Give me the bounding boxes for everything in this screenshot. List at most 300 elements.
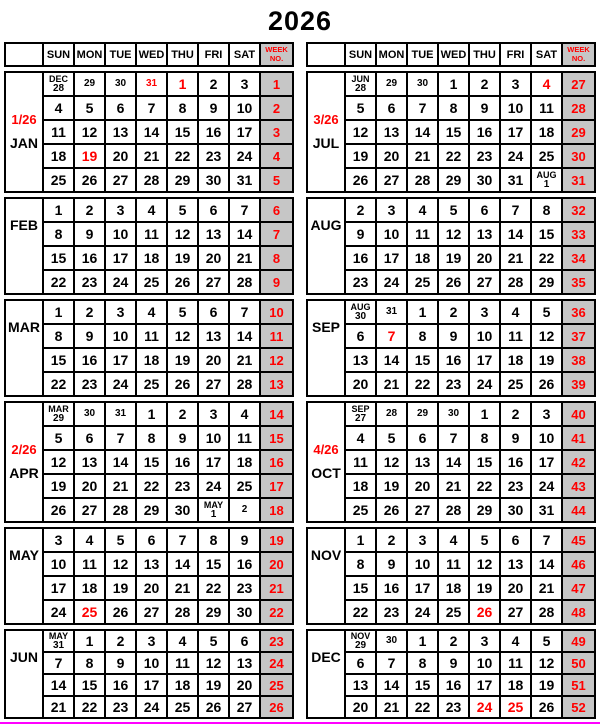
day-number: 6	[356, 654, 365, 671]
day-cell	[469, 498, 500, 522]
week-number-cell: 31	[562, 168, 595, 192]
day-number: 1	[356, 531, 365, 548]
day-cell	[407, 600, 438, 624]
day-cell	[376, 120, 407, 144]
day-number: 20	[476, 249, 493, 266]
day-number: 17	[143, 676, 160, 693]
day-cell	[469, 324, 500, 348]
day-cell	[167, 696, 198, 718]
day-number: 21	[538, 579, 555, 596]
day-number: 29	[205, 603, 222, 620]
day-cell	[438, 498, 469, 522]
day-number: 15	[538, 225, 555, 242]
day-cell	[105, 120, 136, 144]
day-cell	[407, 674, 438, 696]
day-number: 16	[81, 249, 98, 266]
day-number: 5	[449, 201, 458, 218]
day-cell	[407, 652, 438, 674]
day-cell	[198, 474, 229, 498]
day-cell	[167, 450, 198, 474]
day-cell	[229, 198, 260, 222]
day-cell	[438, 198, 469, 222]
day-cell	[376, 450, 407, 474]
day-number: 20	[352, 375, 369, 392]
day-number: 1	[54, 201, 63, 218]
day-cell	[376, 270, 407, 294]
day-number: 18	[81, 579, 98, 596]
day-number: 12	[476, 555, 493, 572]
day-number: 12	[538, 327, 555, 344]
day-number: 13	[205, 327, 222, 344]
day-number: 1	[480, 405, 489, 422]
week-number-cell: 20	[260, 552, 293, 576]
day-cell	[229, 300, 260, 324]
day-number: 11	[415, 225, 430, 242]
day-number: 13	[507, 555, 524, 572]
weekday-header-cell: WED	[438, 43, 469, 66]
day-cell	[438, 222, 469, 246]
day-cell	[438, 96, 469, 120]
day-number: 10	[538, 429, 555, 446]
day-cell	[105, 168, 136, 192]
day-number: 28	[236, 375, 253, 392]
day-cell	[105, 498, 136, 522]
day-number: 25	[50, 171, 67, 188]
day-number: 29	[52, 412, 65, 424]
day-number: 5	[542, 303, 551, 320]
day-number: 23	[476, 147, 493, 164]
month-block-jul	[306, 71, 596, 193]
day-number: 6	[85, 429, 94, 446]
day-number: 23	[205, 147, 222, 164]
adjacent-month-label: AUG	[350, 301, 371, 312]
month-name: APR	[9, 465, 39, 481]
day-cell	[376, 426, 407, 450]
day-number: 11	[175, 654, 190, 671]
day-cell	[167, 270, 198, 294]
day-cell	[531, 144, 562, 168]
day-cell	[531, 630, 562, 652]
day-number: 22	[205, 579, 222, 596]
week-number-cell: 17	[260, 474, 293, 498]
day-cell	[345, 402, 376, 426]
day-cell	[500, 72, 531, 96]
day-cell	[531, 696, 562, 718]
week-number-cell: 36	[562, 300, 595, 324]
day-cell	[167, 168, 198, 192]
day-number: 19	[352, 147, 369, 164]
day-number: 31	[507, 171, 524, 188]
day-cell	[167, 72, 198, 96]
day-cell	[198, 576, 229, 600]
day-number: 1	[543, 178, 550, 190]
day-number: 16	[174, 453, 191, 470]
day-number: 4	[54, 99, 63, 116]
day-number: 13	[112, 123, 129, 140]
day-number: 18	[143, 351, 160, 368]
month-label-cell	[307, 528, 345, 624]
day-number: 10	[414, 555, 431, 572]
day-cell	[167, 348, 198, 372]
week-number-cell: 16	[260, 450, 293, 474]
day-number: 3	[418, 531, 427, 548]
month-label-cell	[307, 402, 345, 522]
day-number: 1	[210, 508, 217, 520]
day-cell	[167, 120, 198, 144]
day-number: 3	[147, 632, 156, 649]
month-block-aug	[306, 197, 596, 295]
day-number: 17	[112, 249, 129, 266]
day-number: 7	[418, 99, 427, 116]
day-number: 22	[414, 375, 431, 392]
day-number: 26	[538, 375, 555, 392]
day-cell	[407, 246, 438, 270]
day-number: 8	[85, 654, 94, 671]
day-number: 12	[81, 123, 98, 140]
day-number: 3	[480, 632, 489, 649]
day-cell	[345, 348, 376, 372]
month-block-oct	[306, 401, 596, 523]
day-number: 13	[383, 123, 400, 140]
day-number: 24	[476, 375, 493, 392]
day-number: 5	[178, 201, 187, 218]
week-number-cell: 8	[260, 246, 293, 270]
day-cell	[198, 120, 229, 144]
day-cell	[74, 402, 105, 426]
month-block-jan	[4, 71, 294, 193]
day-cell	[198, 300, 229, 324]
day-cell	[229, 222, 260, 246]
week-number-cell: 10	[260, 300, 293, 324]
day-cell	[438, 528, 469, 552]
day-number: 20	[507, 579, 524, 596]
week-number-cell: 1	[260, 72, 293, 96]
day-cell	[469, 144, 500, 168]
day-number: 28	[174, 603, 191, 620]
day-cell	[500, 402, 531, 426]
day-cell	[43, 120, 74, 144]
day-cell	[198, 528, 229, 552]
day-cell	[136, 674, 167, 696]
day-cell	[229, 528, 260, 552]
corner-cell	[307, 43, 345, 66]
day-number: 16	[383, 579, 400, 596]
day-number: 29	[476, 501, 493, 518]
day-number: 7	[116, 429, 125, 446]
day-cell	[407, 630, 438, 652]
day-cell	[136, 528, 167, 552]
day-number: 22	[143, 477, 160, 494]
day-cell	[136, 630, 167, 652]
day-cell	[43, 426, 74, 450]
week-no-header-cell: WEEK NO.	[562, 43, 595, 66]
day-number: 22	[50, 273, 67, 290]
day-number: 22	[352, 603, 369, 620]
day-number: 29	[174, 171, 191, 188]
day-cell	[345, 324, 376, 348]
day-cell	[438, 652, 469, 674]
day-number: 27	[414, 501, 431, 518]
day-number: 27	[143, 603, 160, 620]
day-cell	[74, 552, 105, 576]
day-cell	[531, 270, 562, 294]
day-number: 10	[236, 99, 253, 116]
day-cell	[345, 372, 376, 396]
day-cell	[531, 300, 562, 324]
day-cell	[198, 630, 229, 652]
day-number: 11	[508, 327, 523, 344]
day-number: 4	[178, 632, 187, 649]
day-number: 12	[352, 123, 369, 140]
day-number: 23	[445, 375, 462, 392]
day-number: 15	[50, 249, 67, 266]
day-number: 29	[416, 408, 429, 419]
day-cell	[469, 168, 500, 192]
day-cell	[531, 474, 562, 498]
day-cell	[198, 552, 229, 576]
day-number: 2	[241, 504, 248, 515]
day-number: 24	[143, 698, 160, 715]
week-number-cell: 5	[260, 168, 293, 192]
day-number: 24	[383, 273, 400, 290]
day-number: 21	[236, 351, 253, 368]
day-number: 15	[476, 453, 493, 470]
day-cell	[136, 324, 167, 348]
day-cell	[345, 576, 376, 600]
day-number: 3	[116, 201, 125, 218]
day-cell	[105, 198, 136, 222]
day-cell	[136, 696, 167, 718]
day-number: 28	[538, 603, 555, 620]
month-name: OCT	[311, 465, 341, 481]
adjacent-month-label: DEC	[48, 73, 68, 84]
day-cell	[531, 120, 562, 144]
quarter-label: 2/26	[11, 442, 37, 457]
day-number: 11	[144, 327, 159, 344]
day-number: 23	[236, 579, 253, 596]
day-cell	[407, 696, 438, 718]
day-number: 24	[50, 603, 67, 620]
weekday-header-cell: WED	[136, 43, 167, 66]
day-number: 27	[476, 273, 493, 290]
day-number: 18	[507, 676, 524, 693]
day-cell	[376, 402, 407, 426]
day-number: 20	[236, 676, 253, 693]
day-cell	[531, 168, 562, 192]
day-number: 14	[236, 327, 253, 344]
day-number: 25	[445, 603, 462, 620]
day-number: 9	[116, 654, 125, 671]
day-cell	[198, 696, 229, 718]
month-label-cell	[307, 630, 345, 718]
weekday-header-cell: SUN	[43, 43, 74, 66]
day-cell	[105, 426, 136, 450]
day-cell	[469, 652, 500, 674]
day-cell	[376, 324, 407, 348]
day-number: 15	[352, 579, 369, 596]
day-cell	[469, 72, 500, 96]
day-number: 14	[50, 676, 67, 693]
day-number: 7	[387, 327, 396, 344]
day-cell	[500, 198, 531, 222]
month-name: FEB	[10, 217, 38, 233]
day-number: 6	[387, 99, 396, 116]
day-number: 30	[354, 310, 367, 322]
day-cell	[74, 246, 105, 270]
day-cell	[43, 674, 74, 696]
weekday-header-cell: MON	[376, 43, 407, 66]
day-number: 9	[178, 429, 187, 446]
day-number: 4	[418, 201, 427, 218]
day-number: 11	[353, 453, 368, 470]
day-number: 9	[480, 99, 489, 116]
day-cell	[229, 600, 260, 624]
day-cell	[345, 652, 376, 674]
day-cell	[438, 552, 469, 576]
day-number: 3	[387, 201, 396, 218]
month-name: JUN	[9, 649, 38, 665]
week-number-cell: 26	[260, 696, 293, 718]
day-number: 19	[174, 351, 191, 368]
month-block-jun	[4, 629, 294, 719]
day-cell	[74, 324, 105, 348]
day-cell	[376, 198, 407, 222]
day-number: 7	[147, 99, 156, 116]
day-number: 27	[81, 501, 98, 518]
day-number: 25	[81, 603, 98, 620]
day-number: 10	[383, 225, 400, 242]
day-cell	[407, 168, 438, 192]
day-number: 7	[511, 201, 520, 218]
day-cell	[43, 652, 74, 674]
day-number: 23	[352, 273, 369, 290]
day-cell	[376, 72, 407, 96]
day-number: 31	[114, 408, 127, 419]
day-number: 9	[209, 99, 218, 116]
day-number: 15	[174, 123, 191, 140]
day-number: 1	[178, 75, 187, 92]
day-cell	[376, 652, 407, 674]
week-number-cell: 4	[260, 144, 293, 168]
day-cell	[136, 552, 167, 576]
day-number: 31	[236, 171, 253, 188]
day-number: 18	[236, 453, 253, 470]
day-number: 19	[50, 477, 67, 494]
day-number: 14	[143, 123, 160, 140]
day-number: 29	[385, 78, 398, 89]
day-number: 30	[447, 408, 460, 419]
day-number: 16	[236, 555, 253, 572]
day-cell	[376, 630, 407, 652]
day-cell	[74, 120, 105, 144]
day-number: 25	[143, 375, 160, 392]
week-number-cell: 2	[260, 96, 293, 120]
adjacent-month-label: JUN	[351, 73, 370, 84]
day-number: 11	[508, 654, 523, 671]
day-number: 15	[445, 123, 462, 140]
day-cell	[531, 348, 562, 372]
week-number-cell: 48	[562, 600, 595, 624]
day-number: 27	[205, 273, 222, 290]
day-number: 22	[50, 375, 67, 392]
day-number: 13	[143, 555, 160, 572]
month-block-apr	[4, 401, 294, 523]
day-number: 7	[178, 531, 187, 548]
week-number-cell: 34	[562, 246, 595, 270]
day-number: 18	[538, 123, 555, 140]
day-number: 23	[445, 698, 462, 715]
day-cell	[198, 144, 229, 168]
day-cell	[74, 270, 105, 294]
day-number: 26	[383, 501, 400, 518]
day-cell	[345, 270, 376, 294]
day-cell	[229, 144, 260, 168]
day-number: 3	[511, 75, 520, 92]
day-cell	[74, 372, 105, 396]
day-number: 8	[418, 327, 427, 344]
day-cell	[167, 222, 198, 246]
day-number: 21	[174, 579, 191, 596]
day-number: 20	[383, 147, 400, 164]
day-number: 14	[112, 453, 129, 470]
day-number: 3	[116, 303, 125, 320]
day-number: 26	[50, 501, 67, 518]
weekday-header-row	[4, 42, 294, 67]
day-number: 26	[205, 698, 222, 715]
day-number: 25	[507, 698, 524, 715]
day-number: 2	[449, 303, 458, 320]
day-number: 23	[174, 477, 191, 494]
day-number: 9	[85, 225, 94, 242]
day-number: 21	[143, 147, 160, 164]
day-cell	[376, 96, 407, 120]
week-number-cell: 37	[562, 324, 595, 348]
day-cell	[376, 144, 407, 168]
day-cell	[105, 630, 136, 652]
day-number: 5	[480, 531, 489, 548]
day-number: 18	[174, 676, 191, 693]
day-number: 7	[449, 429, 458, 446]
day-number: 16	[445, 351, 462, 368]
day-number: 28	[445, 501, 462, 518]
day-cell	[407, 120, 438, 144]
day-cell	[198, 246, 229, 270]
day-cell	[105, 222, 136, 246]
day-cell	[229, 652, 260, 674]
day-number: 16	[352, 249, 369, 266]
day-cell	[105, 576, 136, 600]
day-cell	[105, 300, 136, 324]
day-cell	[136, 246, 167, 270]
day-cell	[198, 348, 229, 372]
day-number: 7	[542, 531, 551, 548]
day-cell	[43, 696, 74, 718]
day-number: 8	[356, 555, 365, 572]
day-cell	[167, 246, 198, 270]
day-cell	[376, 372, 407, 396]
day-number: 13	[476, 225, 493, 242]
day-cell	[500, 498, 531, 522]
day-number: 9	[511, 429, 520, 446]
day-cell	[105, 600, 136, 624]
day-cell	[74, 222, 105, 246]
day-number: 5	[387, 429, 396, 446]
day-number: 6	[147, 531, 156, 548]
day-number: 22	[174, 147, 191, 164]
month-label-cell	[5, 528, 43, 624]
day-cell	[198, 72, 229, 96]
day-cell	[500, 348, 531, 372]
